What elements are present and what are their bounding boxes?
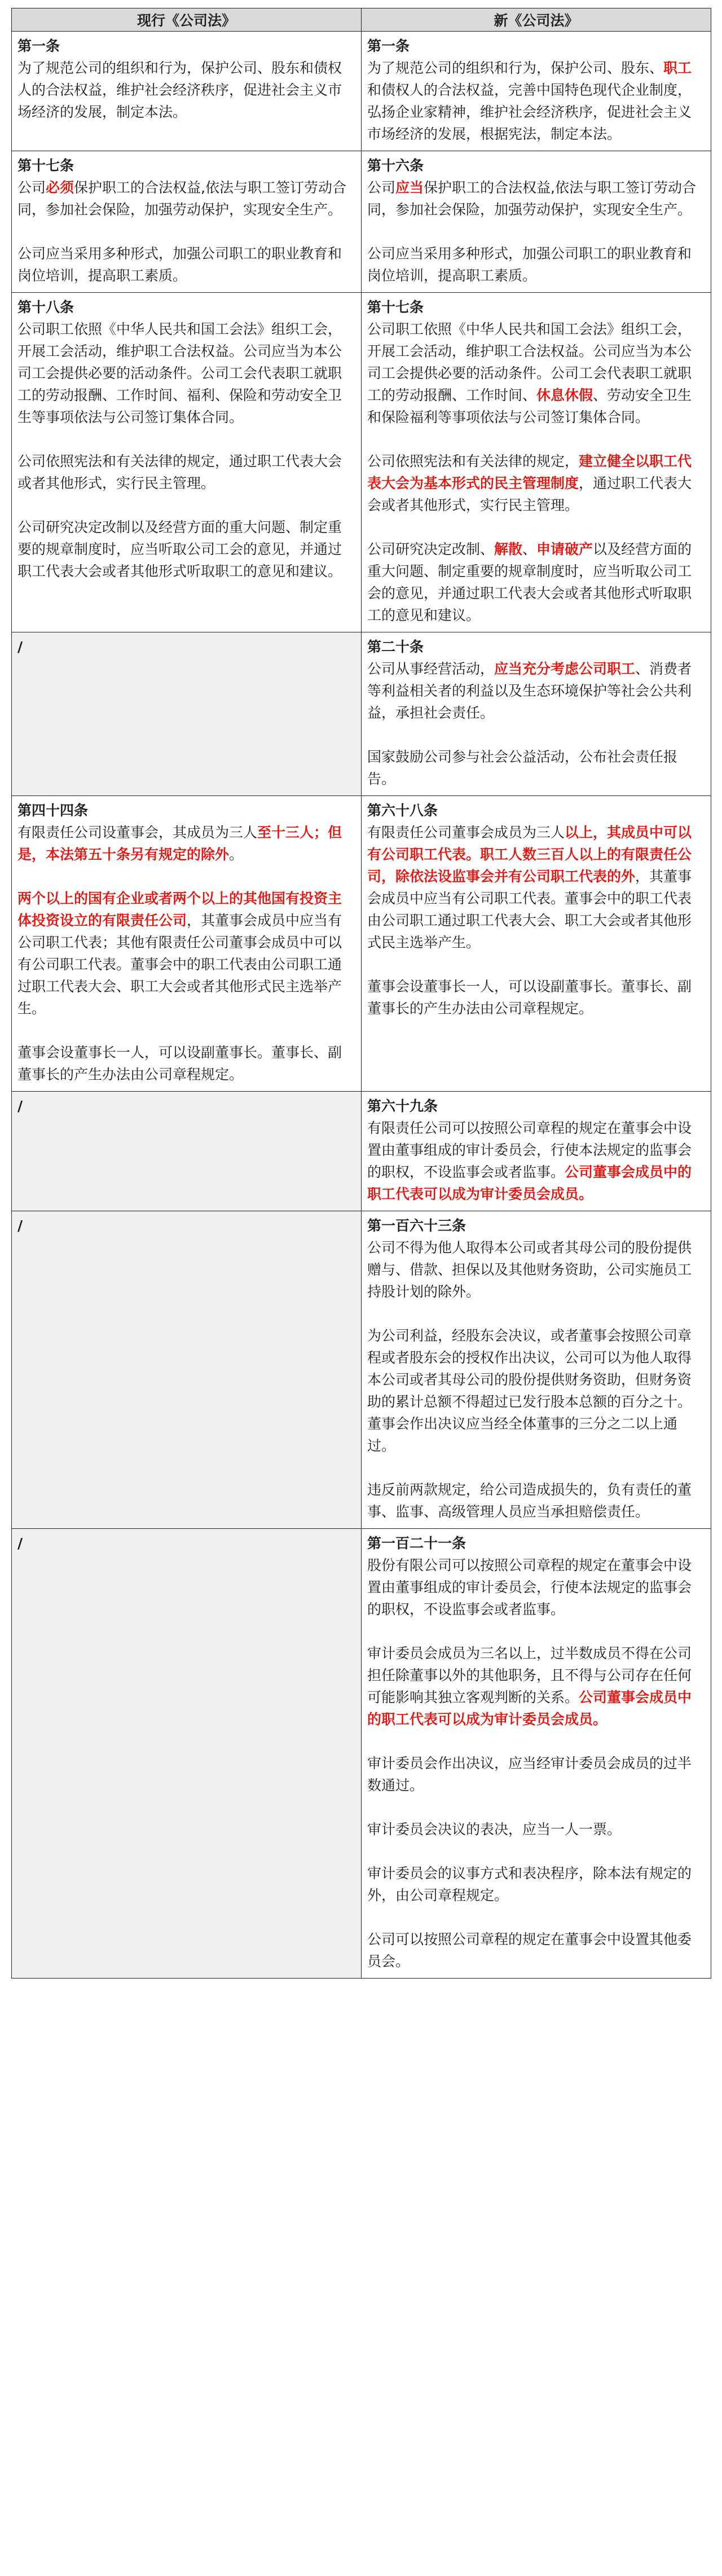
amended-text: 至十三人；但是，本法第五十条另有规定的除外	[17, 824, 342, 863]
article-number: 第四十四条	[17, 802, 89, 819]
clause-text: 董事会设董事长一人，可以设副董事长。董事长、副董事长的产生办法由公司章程规定。	[17, 1044, 342, 1083]
table-row	[12, 796, 711, 1092]
header-current-law: 现行《公司法》	[12, 8, 362, 32]
new-law-cell	[362, 632, 711, 796]
article-paragraph	[367, 1818, 704, 1840]
amended-text: 建立健全以职工代表大会为基本形式的民主管理制度	[367, 453, 692, 491]
current-law-cell	[12, 1529, 362, 1979]
article-number: 第六十九条	[367, 1098, 438, 1114]
current-law-cell	[12, 1211, 362, 1529]
clause-text: 保护职工的合法权益,依法与职工签订劳动合同，参加社会保险，加强劳动保护，实现安全生产。	[17, 179, 346, 218]
new-law-cell	[362, 32, 711, 151]
amended-text: 职工	[663, 60, 692, 76]
not-applicable-mark: /	[17, 1217, 23, 1234]
clause-text: 和债权人的合法权益，完善中国特色现代企业制度，弘扬企业家精神，维护社会经济秩序，促进社会主义市场经济的发展，根据宪法，制定本法。	[367, 82, 692, 142]
clause-text: 公司	[367, 179, 396, 196]
table-header-row	[12, 8, 711, 32]
article-paragraph	[17, 821, 354, 865]
article-paragraph	[17, 1041, 354, 1085]
table-row	[12, 32, 711, 151]
article-paragraph	[17, 177, 354, 221]
clause-text: 公司不得为他人取得本公司或者其母公司的股份提供赠与、借款、担保以及其他财务资助，公司实施员工持股计划的除外。	[367, 1239, 692, 1300]
clause-text: 国家鼓励公司参与社会公益活动，公布社会责任报告。	[367, 749, 678, 787]
amended-text: 两个以上的国有企业或者两个以上的其他国有投资主体投资设立的有限责任公司	[17, 890, 342, 929]
clause-text: 审计委员会成员为三名以上，过半数成员不得在公司担任除董事以外的其他职务，且不得与公司存在任何可能影响其独立客观判断的关系。	[367, 1645, 692, 1705]
article-paragraph	[367, 1554, 704, 1620]
clause-text: 、劳动安全卫生和保险福利等事项依法与公司签订集体合同。	[367, 387, 692, 425]
table-row	[12, 293, 711, 632]
new-law-cell	[362, 796, 711, 1092]
clause-text: 审计委员会决议的表决，应当一人一票。	[367, 1821, 622, 1838]
clause-text: 为公司利益，经股东会决议，或者董事会按照公司章程或者股东会的授权作出决议，公司可以为他人取得本公司或者其母公司的股份提供财务资助，但财务资助的累计总额不得超过已发行股本总额的百分之十。董事会作出决议应当经全体董事的三分之二以上通过。	[367, 1327, 692, 1454]
article-paragraph	[367, 1479, 704, 1523]
article-number: 第一百二十一条	[367, 1535, 466, 1551]
amended-text: 申请破产	[536, 541, 593, 557]
article-paragraph	[367, 177, 704, 221]
clause-text: 保护职工的合法权益,依法与职工签订劳动合同，参加社会保险，加强劳动保护，实现安全生产。	[367, 179, 696, 218]
current-law-cell	[12, 1092, 362, 1211]
new-law-cell	[362, 151, 711, 293]
new-law-cell	[362, 1092, 711, 1211]
article-number: 第二十条	[367, 639, 424, 655]
article-paragraph	[367, 1237, 704, 1303]
clause-text: 董事会设董事长一人，可以设副董事长。董事长、副董事长的产生办法由公司章程规定。	[367, 978, 692, 1017]
clause-text: ，其董事会成员中应当有公司职工代表。董事会中的职工代表由公司职工通过职工代表大会、职工大会或者其他形式民主选举产生。	[367, 868, 692, 951]
article-paragraph	[17, 450, 354, 494]
current-law-cell	[12, 32, 362, 151]
article-paragraph	[367, 1642, 704, 1730]
article-paragraph	[367, 450, 704, 516]
clause-text: 公司应当采用多种形式，加强公司职工的职业教育和岗位培训，提高职工素质。	[367, 245, 692, 284]
clause-text: ，其董事会成员中应当有公司职工代表；其他有限责任公司董事会成员中可以有公司职工代表。董事会中的职工代表由公司职工通过职工代表大会、职工大会或者其他形式民主选举产生。	[17, 912, 342, 1017]
comparison-table	[11, 8, 711, 1979]
clause-text: 公司可以按照公司章程的规定在董事会中设置其他委员会。	[367, 1931, 692, 1970]
article-paragraph	[17, 516, 354, 582]
article-number: 第六十八条	[367, 802, 438, 819]
not-applicable-mark: /	[17, 1535, 23, 1551]
amended-text: 公司董事会成员中的职工代表可以成为审计委员会成员。	[367, 1164, 692, 1202]
clause-text: 公司	[17, 179, 46, 196]
header-new-law: 新《公司法》	[362, 8, 711, 32]
article-paragraph	[17, 243, 354, 287]
article-paragraph	[367, 538, 704, 626]
clause-text: 审计委员会的议事方式和表决程序，除本法有规定的外，由公司章程规定。	[367, 1865, 692, 1904]
article-paragraph	[367, 1752, 704, 1796]
clause-text: 公司研究决定改制以及经营方面的重大问题、制定重要的规章制度时，应当听取公司工会的意见，并通过职工代表大会或者其他形式听取职工的意见和建议。	[17, 519, 342, 579]
not-applicable-mark: /	[17, 1098, 23, 1114]
article-paragraph	[367, 1117, 704, 1205]
amended-text: 解散	[494, 541, 523, 557]
clause-text: 公司从事经营活动，	[367, 661, 495, 677]
current-law-cell	[12, 632, 362, 796]
clause-text: 违反前两款规定，给公司造成损失的，负有责任的董事、监事、高级管理人员应当承担赔偿责任。	[367, 1482, 692, 1520]
clause-text: 。	[229, 846, 244, 863]
clause-text: 有限责任公司设董事会，其成员为三人	[17, 824, 258, 841]
current-law-cell	[12, 151, 362, 293]
not-applicable-mark: /	[17, 639, 23, 655]
article-paragraph	[367, 821, 704, 953]
clause-text: 以及经营方面的重大问题、制定重要的规章制度时，应当听取公司工会的意见，并通过职工代表大会或者其他形式听取职工的意见和建议。	[367, 541, 692, 623]
clause-text: 有限责任公司可以按照公司章程的规定在董事会中设置由董事组成的审计委员会，行使本法规定的监事会的职权，不设监事会或者监事。	[367, 1120, 692, 1180]
amended-text: 应当充分考虑公司职工	[494, 661, 636, 677]
article-paragraph	[17, 887, 354, 1019]
article-paragraph	[17, 57, 354, 123]
current-law-cell	[12, 796, 362, 1092]
clause-text: 、消费者等利益相关者的利益以及生态环境保护等社会公共利益，承担社会责任。	[367, 661, 692, 721]
clause-text: 公司研究决定改制、	[367, 541, 495, 557]
clause-text: 公司依照宪法和有关法律的规定，	[367, 453, 579, 469]
article-number: 第十七条	[367, 299, 424, 315]
clause-text: 为了规范公司的组织和行为，保护公司、股东、	[367, 60, 664, 76]
clause-text: 有限责任公司董事会成员为三人	[367, 824, 565, 841]
clause-text: 公司职工依照《中华人民共和国工会法》组织工会，开展工会活动，维护职工合法权益。公司应当为本公司工会提供必要的活动条件。公司工会代表职工就职工的劳动报酬、工作时间、	[367, 321, 692, 403]
table-row	[12, 1529, 711, 1979]
table-row	[12, 151, 711, 293]
article-paragraph	[367, 57, 704, 145]
amended-text: 以上，其成员中可以有公司职工代表。职工人数三百人以上的有限责任公司，除依法设监事会并有公司职工代表的外	[367, 824, 692, 885]
article-number: 第十八条	[17, 299, 74, 315]
table-row	[12, 1211, 711, 1529]
clause-text: 公司职工依照《中华人民共和国工会法》组织工会，开展工会活动，维护职工合法权益。公司应当为本公司工会提供必要的活动条件。公司工会代表职工就职工的劳动报酬、工作时间、福利、保险和劳动安全卫生等事项依法与公司签订集体合同。	[17, 321, 342, 425]
clause-text: 审计委员会作出决议，应当经审计委员会成员的过半数通过。	[367, 1755, 692, 1793]
clause-text: 、	[522, 541, 537, 557]
table-row	[12, 1092, 711, 1211]
article-paragraph	[367, 243, 704, 287]
article-number: 第一条	[367, 38, 410, 54]
article-paragraph	[367, 1862, 704, 1906]
article-paragraph	[367, 1928, 704, 1972]
clause-text: ，通过职工代表大会或者其他形式，实行民主管理。	[367, 475, 692, 513]
table-body	[12, 32, 711, 1979]
article-number: 第十六条	[367, 157, 424, 174]
new-law-cell	[362, 293, 711, 632]
amended-text: 必须	[46, 179, 74, 196]
clause-text: 为了规范公司的组织和行为，保护公司、股东和债权人的合法权益，维护社会经济秩序，促进社会主义市场经济的发展，制定本法。	[17, 60, 342, 120]
amended-text: 公司董事会成员中的职工代表可以成为审计委员会成员。	[367, 1689, 692, 1727]
clause-text: 股份有限公司可以按照公司章程的规定在董事会中设置由董事组成的审计委员会，行使本法规定的监事会的职权，不设监事会或者监事。	[367, 1557, 692, 1617]
article-paragraph	[367, 318, 704, 428]
article-paragraph	[367, 658, 704, 724]
amended-text: 休息休假	[536, 387, 593, 403]
clause-text: 公司应当采用多种形式，加强公司职工的职业教育和岗位培训，提高职工素质。	[17, 245, 342, 284]
article-number: 第一条	[17, 38, 60, 54]
new-law-cell	[362, 1529, 711, 1979]
article-paragraph	[367, 1325, 704, 1457]
article-paragraph	[367, 746, 704, 790]
clause-text: 公司依照宪法和有关法律的规定，通过职工代表大会或者其他形式，实行民主管理。	[17, 453, 342, 491]
article-paragraph	[17, 318, 354, 428]
new-law-cell	[362, 1211, 711, 1529]
article-paragraph	[367, 975, 704, 1019]
article-number: 第一百六十三条	[367, 1217, 466, 1234]
table-row	[12, 632, 711, 796]
current-law-cell	[12, 293, 362, 632]
amended-text: 应当	[395, 179, 424, 196]
article-number: 第十七条	[17, 157, 74, 174]
